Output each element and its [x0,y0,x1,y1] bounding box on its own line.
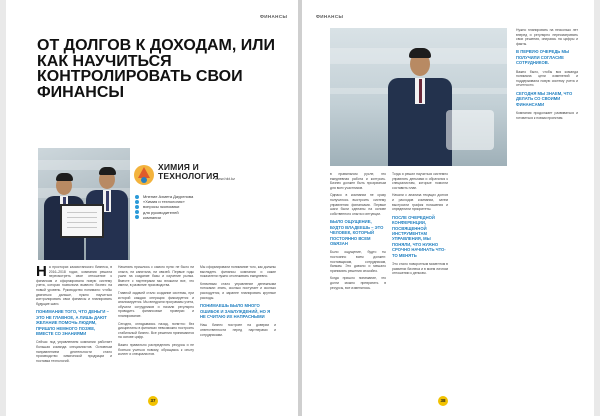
certificate-frame [60,204,104,238]
caption-item: вопросы экономики [135,204,275,209]
article-column-1: На просторах казахстанского бизнеса, в 2016–2018 годах, компания решила пересмотреть свое отношение к финансам и сформировала новую систему учета, которая позволила вывести бизнес на новый уровень. Руководство понимало: чтобы двигаться дальше, нужно научиться контролировать свои финансы и планировать будущие шаги. ПОНИМАНИЕ ТОГО, ЧТО ДЕНЬГИ – ЭТО НЕ ГЛАВНОЕ, А ЛИШЬ ДАЮТ ЖЕЛАНИЕ ПОМОЧЬ ЛЮДЯМ, ПРИШЛО НЕМНОГО ПОЗЖЕ, ВМЕСТЕ СО ЗНАНИЯМИ Сейчас под управлением компании работает большая команда специалистов. Основным направлением деятельности стало производство химической продукции и поставка технологий. [36,263,112,363]
article-column-3: Нужно планировать на несколько лет вперед и регулярно пересматривать свои решения, опираясь на цифры и факты. В ПЕРВУЮ ОЧЕРЕДЬ МЫ ПОЛУЧИЛИ СОГЛАСИЕ СОТРУДНИКОВ. Важно было, чтобы вся команда понимала цели изменений и поддерживала новую систему учета и отчетности. СЕГОДНЯ МЫ ЗНАЕМ, ЧТО ДЕЛАТЬ СО СВОИМИ ФИНАНСАМИ Компания продолжает развиваться и готовиться к новым проектам. [516,28,578,120]
section-tag: ФИНАНСЫ [316,14,344,19]
right-page [302,0,594,416]
caption-item: компании [135,215,275,220]
article-column-3: Мы сформировали понимание того, как должны выглядеть финансы компании и какие показатели нужно отслеживать ежедневно. Ключевым стало управление денежными потоками: знать, сколько поступает и сколько расходуется, и заранее планировать крупные расходы. ПОНИМАЕШЬ БЫЛО МНОГО ОШИБОК И ЗАБЛУЖДЕНИЙ, НО Я НЕ СЧИТАЮ ИХ НАПРАСНЫМИ Наш бизнес построен на доверии и ответственности перед партнерами и сотрудниками. [200,265,276,337]
page-number: 37 [148,396,158,406]
logo-url: www.hkt.kz [215,176,236,181]
article-column-2: Тогда я решил научиться системно управлять деньгами и обратился к специалистам, которые помогли составить план. Начали с анализа текущих долгов и расходов компании, затем выстроили график погашения и определили приоритеты. ПОСЛЕ ОЧЕРЕДНОЙ КОНФЕРЕНЦИИ, ПОСВЯЩЕННОЙ ИНСТРУМЕНТАМ УПРАВЛЕНИЯ, МЫ ПОНЯЛИ, ЧТО НУЖНО СРОЧНО НАЧИНАТЬ ЧТО-ТО МЕНЯТЬ Это стало поворотным моментом в развитии бизнеса и в моем личном отношении к деньгам. [392,172,448,276]
company-logo-block [133,162,283,230]
subhead: В ПЕРВУЮ ОЧЕРЕДЬ МЫ ПОЛУЧИЛИ СОГЛАСИЕ СОТРУДНИКОВ. [516,49,570,66]
article-headline: ОТ ДОЛГОВ К ДОХОДАМ, ИЛИ КАК НАУЧИТЬСЯ КОНТРОЛИРОВАТЬ СВОИ ФИНАНСЫ [37,37,275,101]
caption-item: для руководителей [135,210,275,215]
photo-man-portrait [330,28,507,166]
photo-two-men-with-certificate [38,148,130,260]
article-column-1: в правильном русле, это ежедневная работа и контроль. Бизнес должен быть прозрачным для всех участников. Однако в компании не сразу получилось выстроить систему управления финансами. Первые шаги были сделаны на основе собственного опыта и интуиции. БЫЛО ОЩУЩЕНИЕ, БУДТО ВЛАДЕЕШЬ – ЭТО ЧЕЛОВЕК, КОТОРЫЙ ПОСТОЯННО ВСЕМ ОБЯЗАН Было ощущение, будто ты постоянно всем должен: поставщикам, сотрудникам, банкам. Это давило и мешало принимать решения спокойно. Когда пришло понимание, что долги можно превратить в ресурсы, все изменилось. [330,172,386,290]
pull-quote: ПОНИМАНИЕ ТОГО, ЧТО ДЕНЬГИ – ЭТО НЕ ГЛАВНОЕ, А ЛИШЬ ДАЮТ ЖЕЛАНИЕ ПОМОЧЬ ЛЮДЯМ, ПРИШЛО НЕМНОГО ПОЗЖЕ, ВМЕСТЕ СО ЗНАНИЯМИ [36,309,109,336]
subhead: БЫЛО ОЩУЩЕНИЕ, БУДТО ВЛАДЕЕШЬ – ЭТО ЧЕЛОВЕК, КОТОРЫЙ ПОСТОЯННО ВСЕМ ОБЯЗАН [330,219,384,246]
subhead: ПОСЛЕ ОЧЕРЕДНОЙ КОНФЕРЕНЦИИ, ПОСВЯЩЕННОЙ ИНСТРУМЕНТАМ УПРАВЛЕНИЯ, МЫ ПОНЯЛИ, ЧТО НУЖНО СРОЧНО НАЧИНАТЬ ЧТО-ТО МЕНЯТЬ [392,214,446,258]
chemistry-logo-icon [133,164,155,186]
article-column-2: Начинать пришлось с самого нуля: не было ни опыта, ни капитала, ни связей. Первые годы ушли на создание базы и изучение рынка. Вместе с партнерами мы вложили все, что имели, в развитие производства. Главной задачей стало создание системы, при которой каждая операция фиксируется и анализируется. Мы внедрили программы учета, обучили сотрудников и начали регулярно проводить финансовые проверки и планирование. Сегодня, оглядываясь назад, понятно: без дисциплины в финансах невозможно построить стабильный бизнес. Все решения принимаются на основе цифр. Важно правильно распределять ресурсы и не бояться учиться новому, обращаясь к опыту коллег и специалистов. [118,265,194,357]
photo-caption-list [135,194,275,220]
logo-title: ХИМИЯ И ТЕХНОЛОГИЯ [158,162,219,181]
caption-item: Мнение Ахмета Дауренова [135,194,275,199]
drop-cap: Н [36,263,47,280]
subhead: СЕГОДНЯ МЫ ЗНАЕМ, ЧТО ДЕЛАТЬ СО СВОИМИ ФИНАНСАМИ [516,90,573,107]
caption-item: «Химия и технология» [135,199,275,204]
section-tag: ФИНАНСЫ [260,14,288,19]
pull-quote: ПОНИМАЕШЬ БЫЛО МНОГО ОШИБОК И ЗАБЛУЖДЕНИЙ, НО Я НЕ СЧИТАЮ ИХ НАПРАСНЫМИ [200,303,271,319]
page-number: 38 [438,396,448,406]
left-page [6,0,298,416]
